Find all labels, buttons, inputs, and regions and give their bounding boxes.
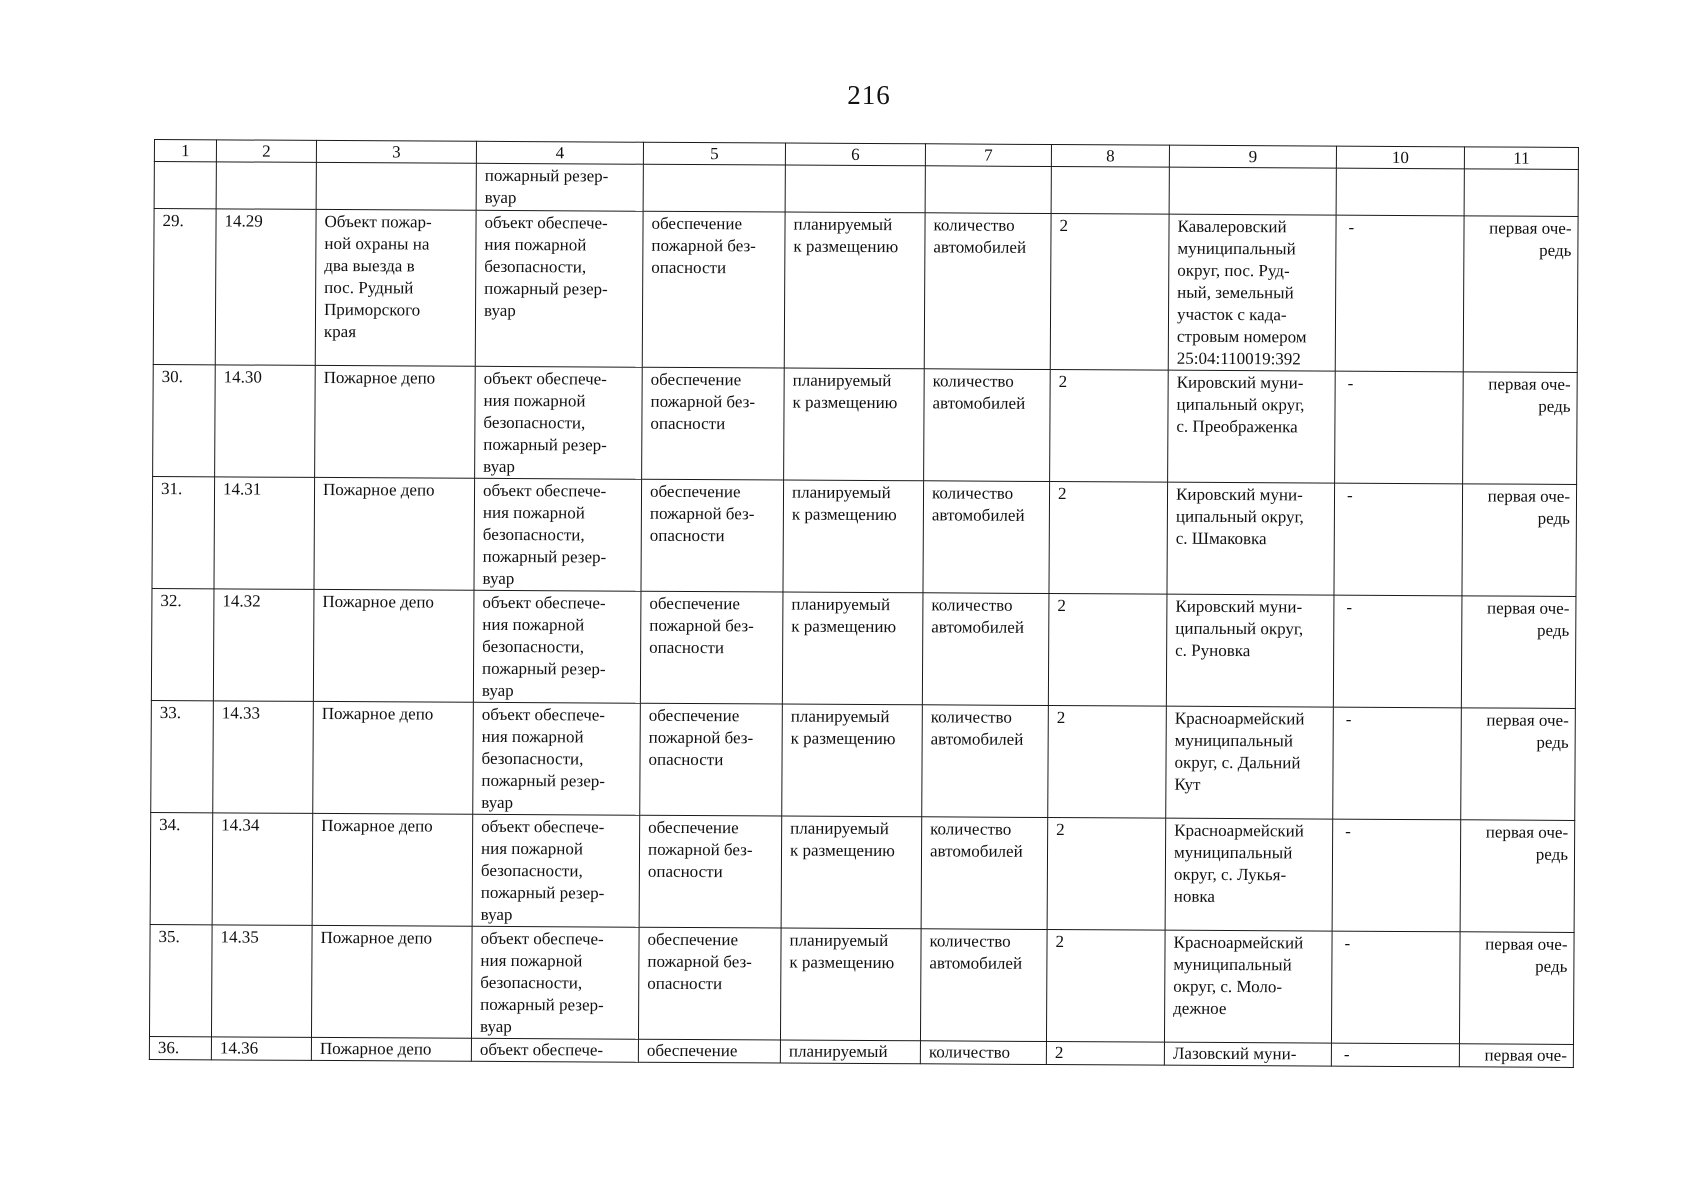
page-number: 216: [847, 80, 891, 110]
cell-stage: первая оче- редь: [1460, 820, 1575, 933]
header-cell: 2: [216, 140, 316, 163]
cell-characteristic: количество автомобилей: [921, 817, 1048, 930]
cell-characteristic: количество автомобилей: [922, 593, 1049, 706]
cell-characteristic: [925, 166, 1051, 214]
cell-status: планируемый к размещению: [781, 816, 922, 929]
cell-purpose: обеспечение пожарной без- опасности: [640, 591, 783, 704]
cell-zone: [1336, 168, 1464, 216]
cell-status: планируемый к размещению: [782, 704, 923, 817]
cell-name: Пожарное депо: [312, 813, 473, 926]
cell-purpose: обеспечение пожарной без- опасности: [641, 479, 784, 592]
cell-zone: -: [1333, 707, 1462, 820]
cell-name: Пожарное депо: [311, 1037, 471, 1061]
cell-value: 2: [1048, 594, 1167, 707]
cell-code: 14.30: [215, 365, 316, 478]
header-cell: 6: [785, 143, 925, 166]
cell-purpose: обеспечение пожарной без- опасности: [639, 815, 782, 928]
cell-code: 14.35: [211, 925, 312, 1038]
cell-name: Объект пожар- ной охраны на два выезда в пос. Рудный Приморского края: [315, 209, 476, 366]
cell-type: объект обеспече- ния пожарной безопасности, пожарный резер- вуар: [473, 702, 641, 815]
cell-purpose: обеспечение пожарной без- опасности: [640, 703, 783, 816]
cell-location: Кировский муни- ципальный округ, с. Преображенка: [1168, 370, 1336, 483]
cell-status: планируемый к размещению: [782, 592, 923, 705]
cell-num: 30.: [153, 364, 216, 476]
header-cell: 1: [154, 140, 216, 162]
cell-value: 2: [1048, 706, 1167, 819]
cell-status: планируемый к размещению: [783, 480, 924, 593]
cell-location: Кировский муни- ципальный округ, с. Руновка: [1166, 594, 1334, 707]
cell-value: 2: [1046, 930, 1165, 1043]
cell-characteristic: количество автомобилей: [924, 213, 1051, 370]
table-row: [149, 924, 1574, 1044]
cell-purpose: обеспечение пожарной без- опасности: [642, 367, 785, 480]
cell-type: объект обеспече- ния пожарной безопасности, пожарный резер- вуар: [475, 366, 643, 479]
cell-stage: первая оче- редь: [1459, 932, 1574, 1045]
cell-code: 14.33: [213, 701, 314, 814]
cell-code: 14.32: [213, 589, 314, 702]
cell-status: планируемый к размещению: [784, 212, 925, 369]
cell-num: 29.: [153, 209, 216, 365]
cell-value: 2: [1049, 482, 1168, 595]
cell-type: объект обеспече- ния пожарной безопасности, пожарный резер- вуар: [475, 210, 643, 367]
cell-characteristic: количество: [920, 1041, 1046, 1065]
cell-location: Красноармейский муниципальный округ, с. Дальний Кут: [1166, 706, 1334, 819]
cell-zone: -: [1332, 819, 1461, 932]
table-row: [153, 209, 1578, 373]
cell-characteristic: количество автомобилей: [923, 481, 1050, 594]
continuation-row: [154, 162, 1578, 217]
cell-code: 14.29: [215, 209, 316, 366]
cell-stage: первая оче- редь: [1462, 484, 1577, 597]
table-row: [151, 700, 1576, 820]
header-cell: 7: [925, 144, 1051, 167]
cell-location: Красноармейский муниципальный округ, с. Моло- дежное: [1164, 930, 1332, 1043]
facilities-table: [149, 139, 1579, 1068]
cell-value: 2: [1050, 214, 1169, 371]
cell-num: 35.: [149, 924, 212, 1036]
cell-zone: -: [1333, 595, 1462, 708]
cell-characteristic: количество автомобилей: [924, 369, 1051, 482]
cell-value: 2: [1046, 1041, 1164, 1065]
cell-zone: -: [1335, 215, 1464, 372]
cell-location: Кавалеровский муниципальный округ, пос. Руд- ный, земельный участок с када- стровым номером 25:04:110019:392: [1168, 214, 1336, 371]
cell-zone: -: [1335, 371, 1464, 484]
cell-stage: первая оче-: [1459, 1044, 1573, 1068]
cell-name: Пожарное депо: [315, 365, 476, 478]
header-cell: 9: [1169, 145, 1336, 168]
cell-zone: -: [1331, 1043, 1459, 1067]
cell-code: 14.36: [211, 1037, 311, 1061]
cell-purpose: [643, 164, 785, 212]
cell-type: объект обеспече- ния пожарной безопасности, пожарный резер- вуар: [474, 478, 642, 591]
cell-code: 14.34: [212, 813, 313, 926]
table-row: [152, 476, 1577, 596]
cell-location: Красноармейский муниципальный округ, с. Лукья- новка: [1165, 818, 1333, 931]
cell-zone: -: [1334, 483, 1463, 596]
cell-location: [1169, 167, 1336, 215]
header-cell: 5: [643, 142, 785, 165]
cell-value: 2: [1047, 818, 1166, 931]
cell-code: [216, 162, 316, 210]
cell-stage: первая оче- редь: [1461, 708, 1576, 821]
cell-stage: первая оче- редь: [1461, 596, 1576, 709]
header-cell: 8: [1051, 145, 1169, 168]
cell-zone: -: [1331, 931, 1460, 1044]
table-row: [150, 812, 1575, 932]
cell-value: [1051, 167, 1169, 215]
cell-type: объект обеспече- ния пожарной безопасности, пожарный резер- вуар: [473, 590, 641, 703]
cell-location: Лазовский муни-: [1164, 1042, 1331, 1066]
cell-type: объект обеспече-: [471, 1038, 638, 1062]
header-cell: 11: [1464, 147, 1578, 170]
cell-name: Пожарное депо: [313, 589, 474, 702]
cell-status: планируемый к размещению: [784, 368, 925, 481]
cell-type: объект обеспече- ния пожарной безопасности, пожарный резер- вуар: [471, 926, 639, 1039]
cell-status: [785, 165, 925, 213]
cell-num: 32.: [151, 588, 214, 700]
cell-num: [154, 162, 216, 209]
cell-status: планируемый к размещению: [780, 928, 921, 1041]
cell-name: [316, 162, 476, 210]
cell-purpose: обеспечение: [638, 1039, 780, 1063]
cell-type: пожарный резер- вуар: [476, 163, 643, 211]
cell-num: 34.: [150, 812, 213, 924]
cell-num: 31.: [152, 476, 215, 588]
cell-stage: первая оче- редь: [1463, 372, 1578, 485]
cell-purpose: обеспечение пожарной без- опасности: [642, 211, 785, 368]
cell-stage: [1464, 169, 1578, 217]
cell-characteristic: количество автомобилей: [922, 705, 1049, 818]
cell-num: 33.: [151, 700, 214, 812]
cell-characteristic: количество автомобилей: [920, 929, 1047, 1042]
table-row: [151, 588, 1576, 708]
cell-stage: первая оче- редь: [1463, 216, 1578, 373]
table-row: [153, 364, 1578, 484]
cell-location: Кировский муни- ципальный округ, с. Шмаковка: [1167, 482, 1335, 595]
cell-value: 2: [1050, 370, 1169, 483]
cell-num: 36.: [149, 1036, 211, 1059]
header-cell: 3: [316, 140, 476, 163]
cell-status: планируемый: [780, 1040, 920, 1064]
header-cell: 4: [476, 141, 643, 164]
cell-name: Пожарное депо: [313, 701, 474, 814]
cell-name: Пожарное депо: [311, 925, 472, 1038]
cell-type: объект обеспече- ния пожарной безопасности, пожарный резер- вуар: [472, 814, 640, 927]
cell-purpose: обеспечение пожарной без- опасности: [638, 927, 781, 1040]
header-cell: 10: [1336, 146, 1464, 169]
cell-code: 14.31: [214, 477, 315, 590]
cell-name: Пожарное депо: [314, 477, 475, 590]
